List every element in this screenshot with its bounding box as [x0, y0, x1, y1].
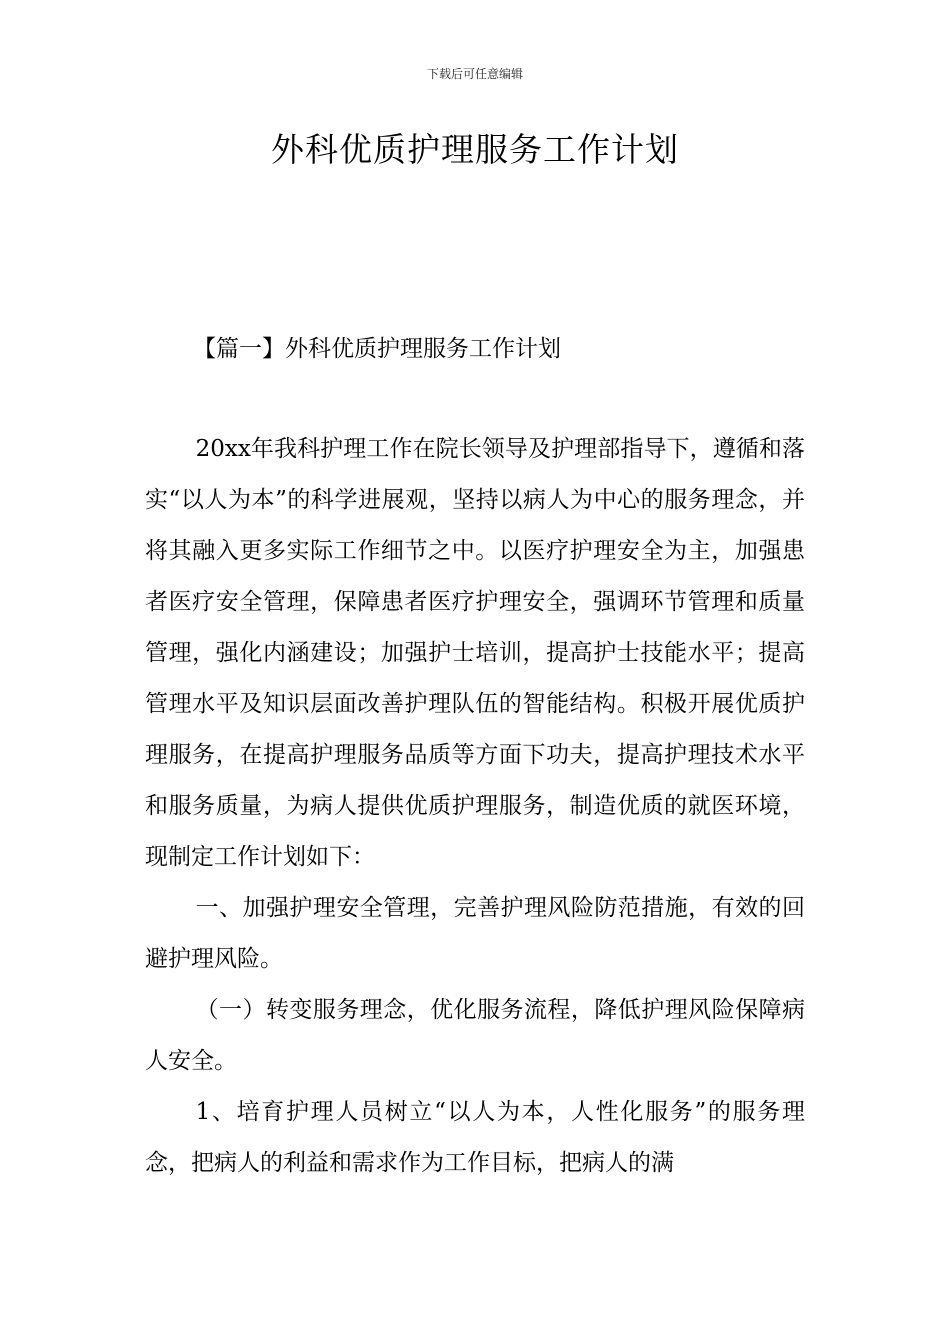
- section-heading: 【篇一】外科优质护理服务工作计划: [193, 336, 561, 362]
- paragraph-subitem-1: （一）转变服务理念，优化服务流程，降低护理风险保障病人安全。: [145, 997, 805, 1074]
- paragraph-item-1: 一、加强护理安全管理，完善护理风险防范措施，有效的回避护理风险。: [145, 895, 805, 972]
- paragraph-point-1: 1、培育护理人员树立“以人为本，人性化服务”的服务理念，把病人的利益和需求作为工作目标，把病人的满: [145, 1099, 805, 1176]
- document-title: 外科优质护理服务工作计划: [271, 130, 679, 169]
- body-text: [145, 424, 805, 1189]
- paragraph-intro: 20xx年我科护理工作在院长领导及护理部指导下，遵循和落实“以人为本”的科学进展观，坚持以病人为中心的服务理念，并将其融入更多实际工作细节之中。以医疗护理安全为主，加强患者医疗安全管理，保障患者医疗护理安全，强调环节管理和质量管理，强化内涵建设；加强护士培训，提高护士技能水平；提高管理水平及知识层面改善护理队伍的智能结构。积极开展优质护理服务，在提高护理服务品质等方面下功夫，提高护理技术水平和服务质量，为病人提供优质护理服务，制造优质的就医环境，现制定工作计划如下：: [145, 436, 805, 870]
- header-note: 下载后可任意编辑: [426, 67, 523, 81]
